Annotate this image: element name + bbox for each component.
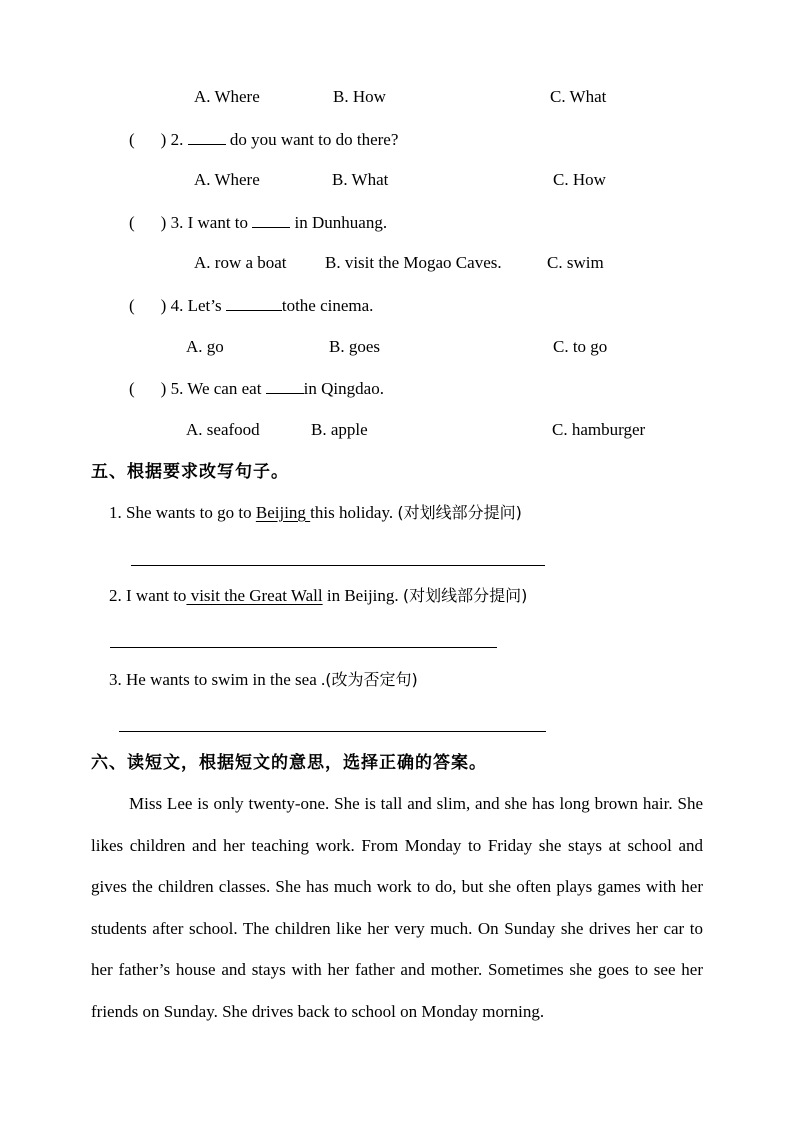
s1-after: this holiday.: [310, 503, 398, 522]
q2-option-b: B. What: [332, 170, 389, 189]
s2-underlined: visit the Great Wall: [186, 586, 323, 605]
q4-question: [129, 295, 373, 316]
rewrite-sentence-2: [109, 586, 527, 606]
q5-rest: in Qingdao.: [303, 379, 384, 398]
q2-option-c: C. How: [553, 170, 606, 189]
q4-number: 4. Let’s: [170, 296, 222, 315]
q1-option-c: C. What: [550, 87, 607, 106]
q3-paren-close: ): [160, 213, 167, 232]
q4-option-a: A. go: [186, 337, 224, 356]
q3-paren-open: (: [129, 213, 135, 232]
section6-heading: 六、读短文，根据短文的意思，选择正确的答案。: [91, 753, 487, 773]
section5-heading: 五、根据要求改写句子。: [91, 462, 289, 482]
reading-passage: Miss Lee is only twenty-one. She is tall and slim, and she has long brown hair. She likes children and her teaching work. From Monday to Friday she stays at school and gives the children classes. She has much work to do, but she often plays games with her students after school. The children like her very much. On Sunday she drives her car to her father’s house and stays with her father and mother. Sometimes she goes to see her friends on Sunday. She drives back to school on Monday morning.: [91, 794, 703, 1021]
q5-option-b: B. apple: [311, 420, 368, 439]
q2-rest: do you want to do there?: [229, 130, 399, 149]
rewrite-sentence-1: [109, 503, 522, 523]
q3-rest: in Dunhuang.: [294, 213, 388, 232]
s2-note: (对划线部分提问): [402, 586, 528, 605]
q5-paren-close: ): [160, 379, 167, 398]
q2-option-a: A. Where: [194, 170, 260, 189]
q4-option-c: C. to go: [553, 337, 608, 356]
q4-paren-close: ): [160, 296, 167, 315]
answer-line-1[interactable]: [131, 565, 545, 566]
s1-underlined: Beijing: [255, 503, 311, 522]
q5-number: 5. We can eat: [170, 379, 262, 398]
q2-blank: [188, 129, 226, 145]
q5-option-a: A. seafood: [186, 420, 260, 439]
answer-line-2[interactable]: [110, 647, 497, 648]
q2-paren-open: (: [129, 130, 135, 149]
q3-option-c: C. swim: [547, 253, 604, 272]
q2-question: [129, 129, 398, 150]
q2-paren-close: ): [160, 130, 167, 149]
s2-after: in Beijing.: [322, 586, 403, 605]
q5-option-c: C. hamburger: [552, 420, 646, 439]
s1-note: (对划线部分提问): [397, 503, 522, 522]
q5-blank: [266, 378, 304, 394]
s1-before: 1. She wants to go to: [109, 503, 256, 522]
q4-rest: tothe cinema.: [281, 296, 374, 315]
q2-number: 2.: [170, 130, 184, 149]
rewrite-sentence-3: [109, 670, 418, 690]
q3-option-b: B. visit the Mogao Caves.: [325, 253, 502, 272]
q1-option-b: B. How: [333, 87, 386, 106]
q4-option-b: B. goes: [329, 337, 380, 356]
s2-before: 2. I want to: [109, 586, 187, 605]
q3-option-a: A. row a boat: [194, 253, 287, 272]
q3-question: [129, 212, 387, 233]
answer-line-3[interactable]: [119, 731, 546, 732]
q5-paren-open: (: [129, 379, 135, 398]
q4-paren-open: (: [129, 296, 135, 315]
q3-blank: [252, 212, 290, 228]
s3-note: (改为否定句): [325, 670, 418, 689]
q1-option-a: A. Where: [194, 87, 260, 106]
q4-blank: [226, 295, 282, 311]
q5-question: [129, 378, 384, 399]
s3-before: 3. He wants to swim in the sea .: [109, 670, 326, 689]
q3-number: 3. I want to: [170, 213, 249, 232]
